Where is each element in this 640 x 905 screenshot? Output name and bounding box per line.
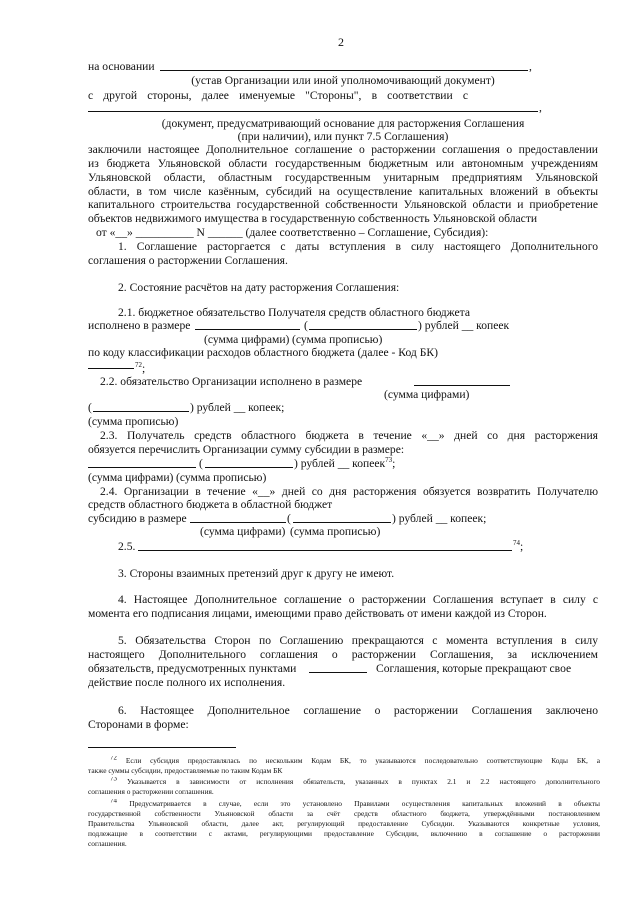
text-line: средств областного бюджета в областной бюджет <box>88 498 333 511</box>
text-line: от «__» __________ N ______ (далее соответственно – Соглашение, Субсидия): <box>96 226 489 239</box>
footnote-line <box>110 756 600 765</box>
footnote-line: соглашения. <box>88 839 127 848</box>
text-line: Сторонами в форме: <box>88 718 189 731</box>
caption-line: (сумма цифрами) <box>200 525 286 538</box>
footnote-line: государственной собственности Ульяновской области за счёт средств областного бюджета, утверждёнными постановлением <box>88 809 600 818</box>
footnote-line <box>110 799 600 808</box>
blank-field <box>414 375 510 386</box>
blank-field <box>88 358 134 369</box>
blank-field <box>195 319 300 330</box>
caption-line: (при наличии), или пункт 7.5 Соглашения) <box>237 130 449 143</box>
text-line: ) рублей __ копеек; <box>190 401 285 414</box>
caption-line: (сумма прописью) <box>292 333 383 346</box>
text-line: ( <box>199 457 203 470</box>
footnote-number: 74 <box>110 799 117 805</box>
text-line: капитального строительства государственной собственности Ульяновской области и приобретение <box>88 198 598 211</box>
text-line: настоящего Дополнительного соглашения о расторжении Соглашения, за исключением <box>88 648 598 661</box>
text-line: 2.5. <box>118 540 136 553</box>
footnote-line: Правительства Ульяновской области, далее акт, регулирующий предоставление Субсидии. Указываются конкретные условия, <box>88 819 600 828</box>
text-line: действие после полного их исполнения. <box>88 676 286 689</box>
caption-line: (сумма прописью) <box>88 415 179 428</box>
caption-line: (сумма прописью) <box>290 525 381 538</box>
footnote-separator <box>88 747 236 748</box>
text-line: Соглашения, которые прекращают свое <box>376 662 572 675</box>
text-line: объектов недвижимого имущества в государственную собственность Ульяновской области <box>88 212 538 225</box>
text-line: момента его подписания лицами, имеющими право действовать от имени каждой из Сторон. <box>88 607 547 620</box>
text-line: заключили настоящее Дополнительное соглашение о расторжении соглашения о предоставлении <box>88 143 598 156</box>
blank-field <box>88 457 196 468</box>
text-line: ) рублей __ копеек; <box>392 512 487 525</box>
text-line: исполнено в размере <box>88 319 191 332</box>
blank-field <box>205 457 293 468</box>
text-line: 4. Настоящее Дополнительное соглашение о расторжении Соглашения вступает в силу с <box>118 593 598 606</box>
caption-line: (сумма цифрами) <box>384 388 470 401</box>
text-line: из бюджета Ульяновской области государственным бюджетным или автономным учреждениям <box>88 157 598 170</box>
text-line <box>294 457 395 470</box>
page-number: 2 <box>338 35 344 49</box>
blank-field <box>93 401 189 412</box>
text-line <box>513 540 523 553</box>
text-line: 2.2. обязательство Организации исполнено в размере <box>100 375 363 388</box>
text-punct: ; <box>392 457 396 470</box>
blank-field <box>190 512 286 523</box>
text-line: обязательств, предусмотренных пунктами <box>88 662 297 675</box>
footnote-text: Если субсидия предоставлялась по нескольким Кодам БК, то указываются последовательно соответствующие Коды БК, а <box>125 756 600 765</box>
footnote-ref: 74 <box>513 539 520 548</box>
text-line: ( <box>304 319 308 332</box>
caption-line: (сумма цифрами) <box>88 471 174 484</box>
text-line: обязуется перечислить Организации сумму субсидии в размере: <box>88 443 405 456</box>
footnote-ref: 73 <box>385 456 393 465</box>
text-punct: ; <box>520 540 524 553</box>
footnote-line: соглашения о расторжении соглашения. <box>88 787 214 796</box>
text-line: на основании <box>88 60 155 73</box>
blank-field <box>309 662 367 673</box>
blank-field <box>309 319 417 330</box>
footnote-line: подлежащие в соответствии с актами, регулирующими предоставление Субсидии, включению в соглашение о расторжении <box>88 829 600 838</box>
text-line: 6. Настоящее Дополнительное соглашение о расторжении Соглашения заключено <box>118 704 598 717</box>
text-line: 1. Соглашение расторгается с даты вступления в силу настоящего Дополнительного <box>118 240 598 253</box>
footnote-number: 72 <box>110 756 117 762</box>
caption-line: (сумма цифрами) <box>204 333 290 346</box>
text-line: 5. Обязательства Сторон по Соглашению прекращаются с момента вступления в силу <box>118 634 598 647</box>
text-line: 2.3. Получатель средств областного бюджета в течение «__» дней со дня расторжения <box>100 429 598 442</box>
text-line: ) рублей __ копеек <box>418 319 510 332</box>
text-line: 2. Состояние расчётов на дату расторжения Соглашения: <box>118 281 400 294</box>
text-line: 2.4. Организации в течение «__» дней со дня расторжения обязуется возвратить Получателю <box>100 485 598 498</box>
text-line: с другой стороны, далее именуемые "Стороны", в соответствии с <box>88 89 468 102</box>
text-punct: ; <box>142 362 146 375</box>
text-line: Ульяновской области, областным государственным унитарным предприятиям Ульяновской <box>88 171 598 184</box>
footnote-text: Предусматривается в случае, если это установлено Правилами осуществления капитальных вложений в объекты <box>129 799 600 808</box>
text-line <box>135 362 145 375</box>
text-line: по коду классификации расходов областного бюджета (далее - Код БК) <box>88 346 438 359</box>
blank-field <box>293 512 391 523</box>
text-line: , <box>529 60 532 73</box>
text-line: субсидию в размере <box>88 512 187 525</box>
text-line: области, в том числе казённым, субсидий на осуществление капитальных вложений в объекты <box>88 185 598 198</box>
footnote-line <box>110 777 600 786</box>
text-line: 2.1. бюджетное обязательство Получателя средств областного бюджета <box>118 306 471 319</box>
text-line: 3. Стороны взаимных претензий друг к другу не имеют. <box>118 567 395 580</box>
caption-line: (устав Организации или иной уполномочивающий документ) <box>191 74 495 87</box>
text-line: ( <box>88 401 92 414</box>
text-line: , <box>539 101 542 114</box>
text-line: ( <box>287 512 291 525</box>
footnote-text: Указывается в зависимости от исполнения обязательств, указанных в пунктах 2.1 и 2.2 настоящего дополнительного <box>126 777 600 786</box>
blank-field <box>138 540 512 551</box>
caption-line: (документ, предусматривающий основание для расторжения Соглашения <box>161 117 525 130</box>
blank-field <box>160 60 528 71</box>
blank-field <box>88 101 538 112</box>
footnote-line: также суммы субсидии, предоставляемые по таким Кодам БК <box>88 766 283 775</box>
caption-line: (сумма прописью) <box>176 471 267 484</box>
footnote-number: 73 <box>110 777 117 783</box>
text-span: ) рублей __ копеек <box>294 457 386 470</box>
footnote-ref: 72 <box>135 361 142 370</box>
text-line: соглашения о расторжении Соглашения. <box>88 254 288 267</box>
